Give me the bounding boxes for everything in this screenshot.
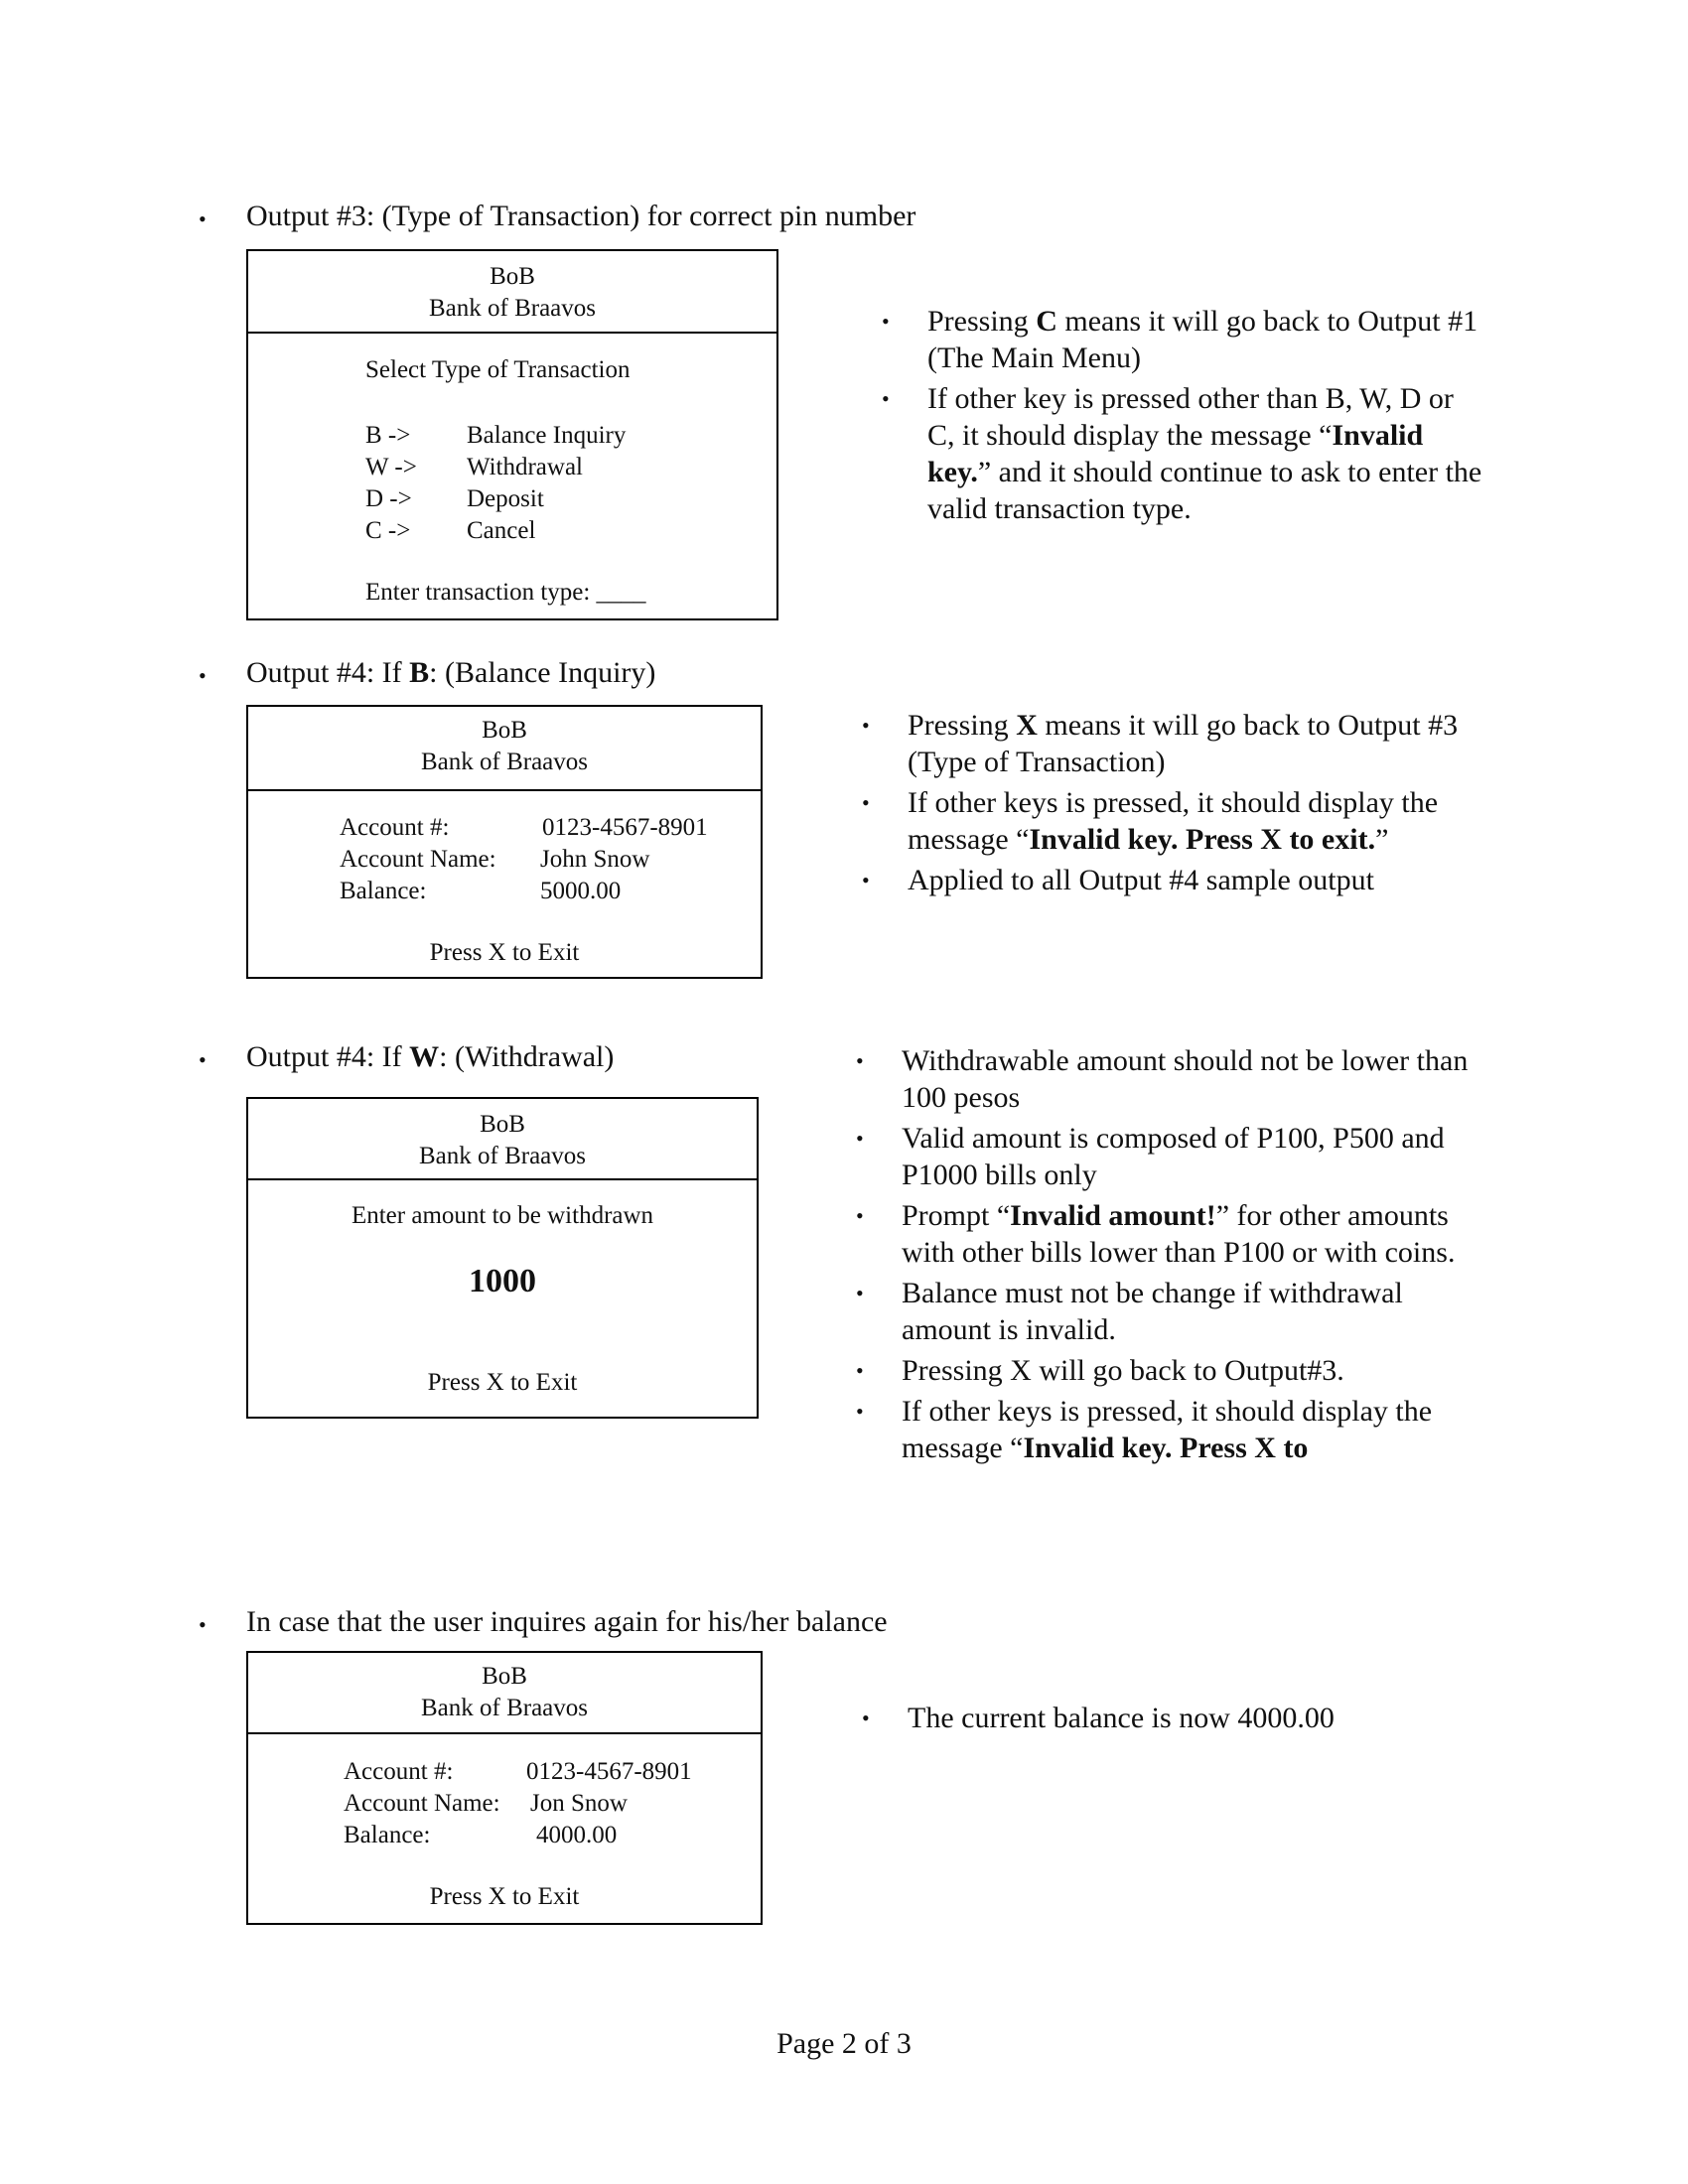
- account-value: 0123-4567-8901: [526, 1758, 692, 1785]
- exit-hint: Press X to Exit: [429, 1883, 580, 1910]
- bullet: •: [199, 206, 207, 231]
- notes-output4-w: [856, 1042, 1477, 1470]
- section-heading-inquire-again: In case that the user inquires again for his/her balance: [246, 1605, 888, 1638]
- account-label: Account #:: [340, 814, 450, 841]
- divider: [248, 789, 761, 791]
- list-item: • The current balance is now 4000.00: [862, 1702, 1335, 1734]
- list-item: • If other keys is pressed, it should display the message “Invalid key. Press X to exit.”: [862, 786, 1439, 856]
- list-item: • If other keys is pressed, it should display the message “Invalid key. Press X to: [856, 1395, 1433, 1464]
- section-heading-output4-w: Output #4: If W: (Withdrawal): [246, 1040, 615, 1073]
- atm-screen-balance-again: [246, 1651, 763, 1925]
- atm-screen-transaction-type: [246, 249, 778, 620]
- option-key: D ->: [365, 485, 412, 512]
- option-label: Withdrawal: [467, 454, 584, 480]
- withdraw-amount: 1000: [469, 1263, 536, 1299]
- atm-screen-balance-inquiry: [246, 705, 763, 979]
- transaction-type-entry: Enter transaction type: ____: [365, 579, 646, 606]
- bank-short-name: BoB: [482, 1663, 527, 1690]
- bullet: •: [199, 663, 207, 688]
- balance-value: 4000.00: [536, 1822, 618, 1848]
- atm-screen-withdrawal: [246, 1097, 759, 1419]
- section-heading-output4-b: Output #4: If B: (Balance Inquiry): [246, 656, 656, 689]
- balance-value: 5000.00: [540, 878, 622, 904]
- transaction-prompt: Select Type of Transaction: [365, 356, 631, 383]
- option-key: W ->: [365, 454, 417, 480]
- list-item: • Balance must not be change if withdrawal amount is invalid.: [856, 1277, 1403, 1346]
- bank-full-name: Bank of Braavos: [418, 1143, 587, 1169]
- list-item: • Prompt “Invalid amount!” for other amounts with other bills lower than P100 or with coins.: [856, 1199, 1456, 1269]
- list-item: • Valid amount is composed of P100, P500 and P1000 bills only: [856, 1122, 1445, 1191]
- list-item: • Pressing C means it will go back to Output #1 (The Main Menu): [882, 305, 1478, 374]
- section-heading-output3: Output #3: (Type of Transaction) for correct pin number: [246, 200, 916, 232]
- option-label: Balance Inquiry: [467, 422, 627, 449]
- bank-full-name: Bank of Braavos: [420, 1695, 589, 1721]
- account-name-label: Account Name:: [344, 1790, 500, 1817]
- bank-short-name: BoB: [480, 1111, 525, 1138]
- list-item: • If other key is pressed other than B, W, D or C, it should display the message “Invalid key.” and it should continue to ask to enter the valid transaction type.: [882, 382, 1482, 525]
- notes-output3: [882, 303, 1483, 531]
- account-name-value: Jon Snow: [530, 1790, 628, 1817]
- account-name-value: John Snow: [540, 846, 650, 873]
- list-item: • Pressing X means it will go back to Output #3 (Type of Transaction): [862, 709, 1459, 778]
- page-number: Page 2 of 3: [776, 2027, 912, 2060]
- account-name-label: Account Name:: [340, 846, 496, 873]
- account-value: 0123-4567-8901: [542, 814, 708, 841]
- balance-label: Balance:: [340, 878, 427, 904]
- list-item: • Pressing X will go back to Output#3.: [856, 1354, 1344, 1387]
- exit-hint: Press X to Exit: [429, 939, 580, 966]
- list-item: • Applied to all Output #4 sample output: [862, 864, 1374, 896]
- bank-short-name: BoB: [482, 717, 527, 744]
- exit-hint: Press X to Exit: [427, 1369, 578, 1396]
- bullet: •: [199, 1047, 207, 1072]
- bank-full-name: Bank of Braavos: [428, 295, 597, 322]
- bullet: •: [199, 1612, 207, 1637]
- bank-full-name: Bank of Braavos: [420, 749, 589, 775]
- notes-output4-b: [862, 707, 1464, 902]
- divider: [248, 1178, 757, 1180]
- balance-label: Balance:: [344, 1822, 431, 1848]
- option-label: Deposit: [467, 485, 544, 512]
- divider: [248, 1732, 761, 1734]
- divider: [248, 332, 776, 334]
- withdraw-prompt: Enter amount to be withdrawn: [351, 1202, 654, 1229]
- notes-inquire-again: [862, 1700, 1464, 1740]
- option-key: B ->: [365, 422, 411, 449]
- bank-short-name: BoB: [490, 263, 535, 290]
- option-label: Cancel: [467, 517, 536, 544]
- account-label: Account #:: [344, 1758, 454, 1785]
- option-key: C ->: [365, 517, 411, 544]
- list-item: • Withdrawable amount should not be lower than 100 pesos: [856, 1044, 1469, 1114]
